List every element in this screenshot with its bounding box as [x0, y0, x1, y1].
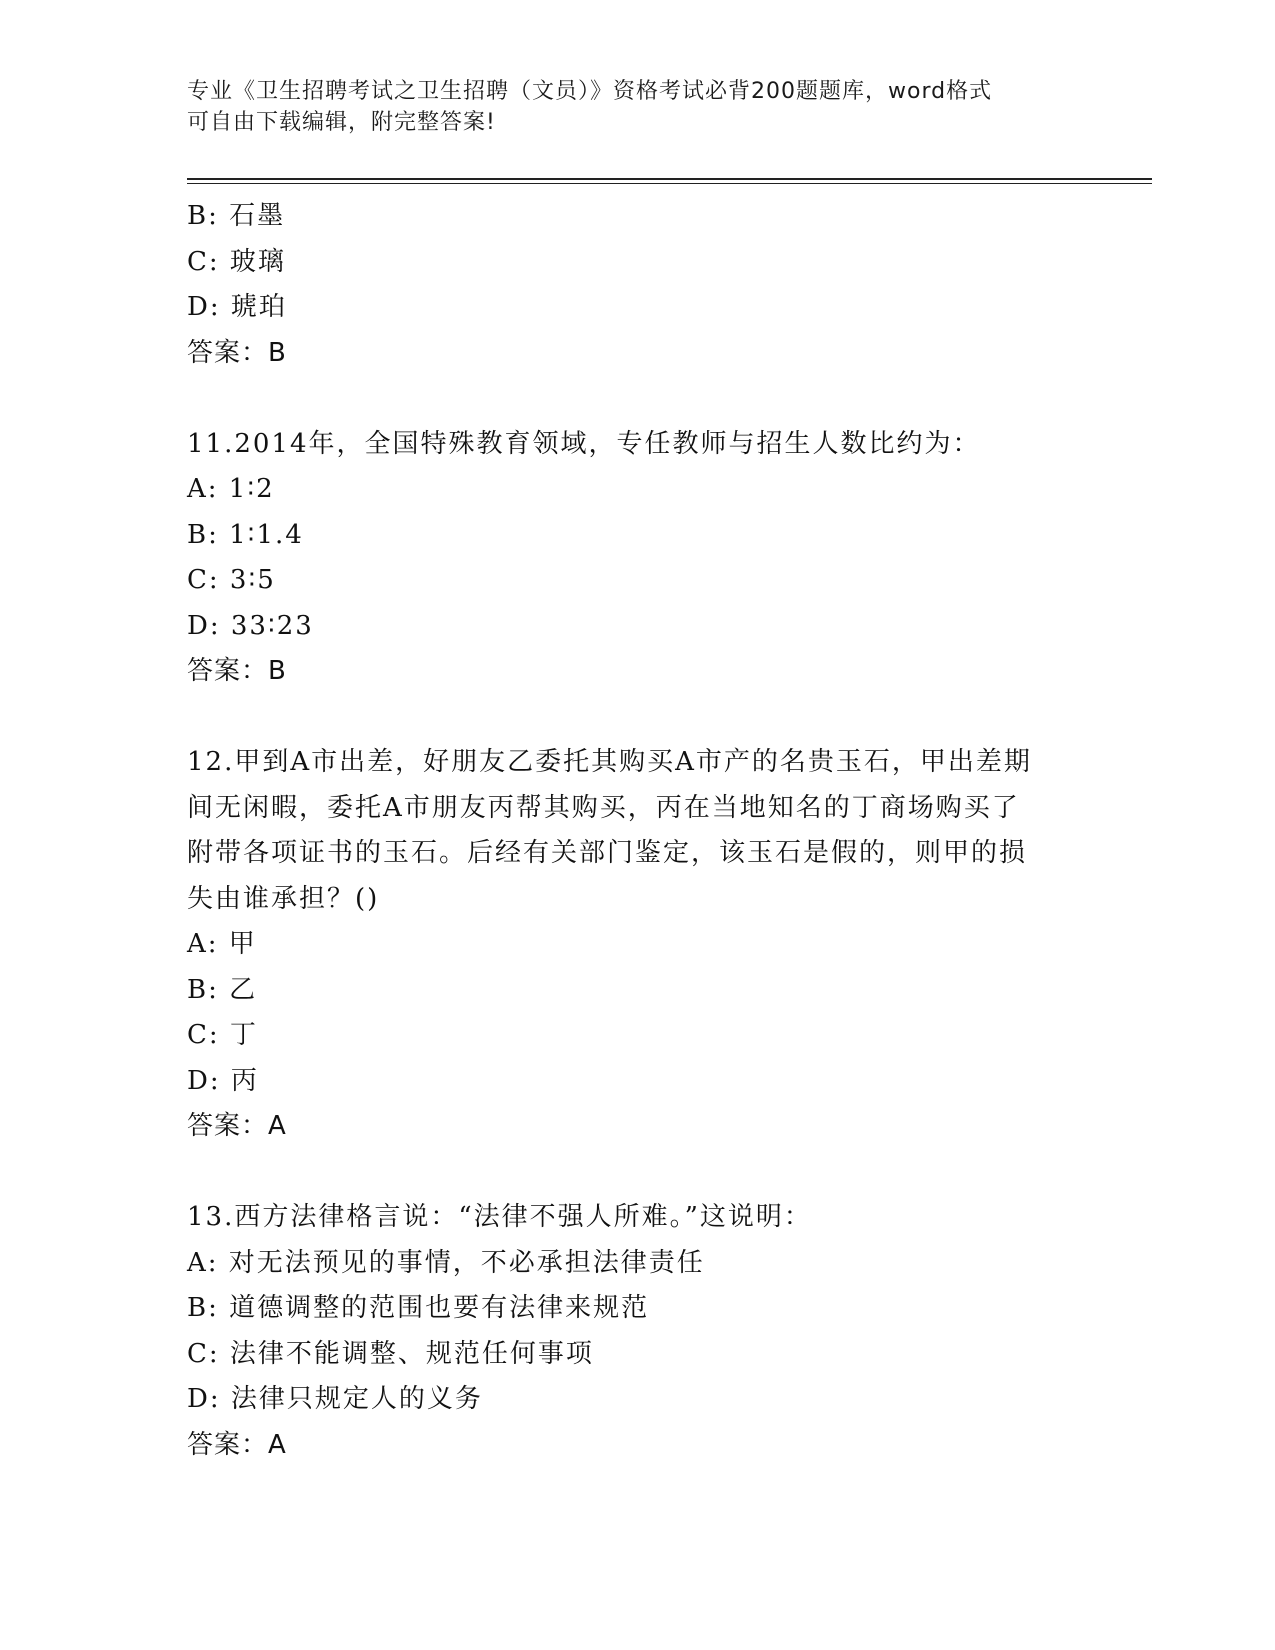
spacer [187, 695, 1087, 741]
spacer [187, 1150, 1087, 1196]
option-a: A: 对无法预见的事情，不必承担法律责任 [187, 1247, 705, 1278]
option-c: C: 丁 [187, 1020, 258, 1050]
question-text-line: 失由谁承担？() [187, 883, 380, 914]
option-c: C: 玻璃 [187, 246, 286, 277]
option-c: C: 3∶5 [187, 565, 276, 595]
answer: 答案：A [187, 1111, 287, 1141]
question-text: 13.西方法律格言说：“法律不强人所难。”这说明： [187, 1202, 812, 1232]
header-divider [187, 178, 1152, 184]
question-list [187, 194, 1087, 1468]
answer: 答案：A [187, 1429, 287, 1460]
option-b: B: 道德调整的范围也要有法律来规范 [187, 1293, 650, 1323]
question-11 [187, 422, 1087, 695]
question-10 [187, 194, 1087, 376]
question-text-line: 附带各项证书的玉石。后经有关部门鉴定，该玉石是假的，则甲的损 [187, 838, 1028, 868]
option-d: D: 丙 [187, 1065, 259, 1096]
option-d: D: 琥珀 [187, 292, 287, 322]
question-13 [187, 1195, 1087, 1468]
option-d: D: 33∶23 [187, 610, 314, 641]
option-b: B: 石墨 [187, 201, 286, 231]
answer: 答案：B [187, 337, 287, 368]
option-b: B: 1∶1.4 [187, 519, 304, 550]
spacer [187, 376, 1087, 422]
header-line-2: 可自由下载编辑，附完整答案! [187, 110, 496, 135]
question-text-line: 12.甲到A市出差，好朋友乙委托其购买A市产的名贵玉石，甲出差期 [187, 747, 1032, 777]
option-b: B: 乙 [187, 974, 258, 1005]
question-text-line: 间无闲暇，委托A市朋友丙帮其购买，丙在当地知名的丁商场购买了 [187, 792, 1020, 823]
option-d: D: 法律只规定人的义务 [187, 1384, 483, 1414]
option-a: A: 甲 [187, 929, 257, 959]
option-c: C: 法律不能调整、规范任何事项 [187, 1338, 594, 1369]
document-header [187, 76, 1067, 138]
option-a: A: 1∶2 [187, 474, 275, 504]
answer: 答案：B [187, 656, 287, 686]
question-12 [187, 740, 1087, 1150]
header-line-1: 专业《卫生招聘考试之卫生招聘（文员）》资格考试必背200题题库，word格式 [187, 79, 993, 104]
question-text: 11.2014年，全国特殊教育领域，专任教师与招生人数比约为： [187, 428, 981, 459]
